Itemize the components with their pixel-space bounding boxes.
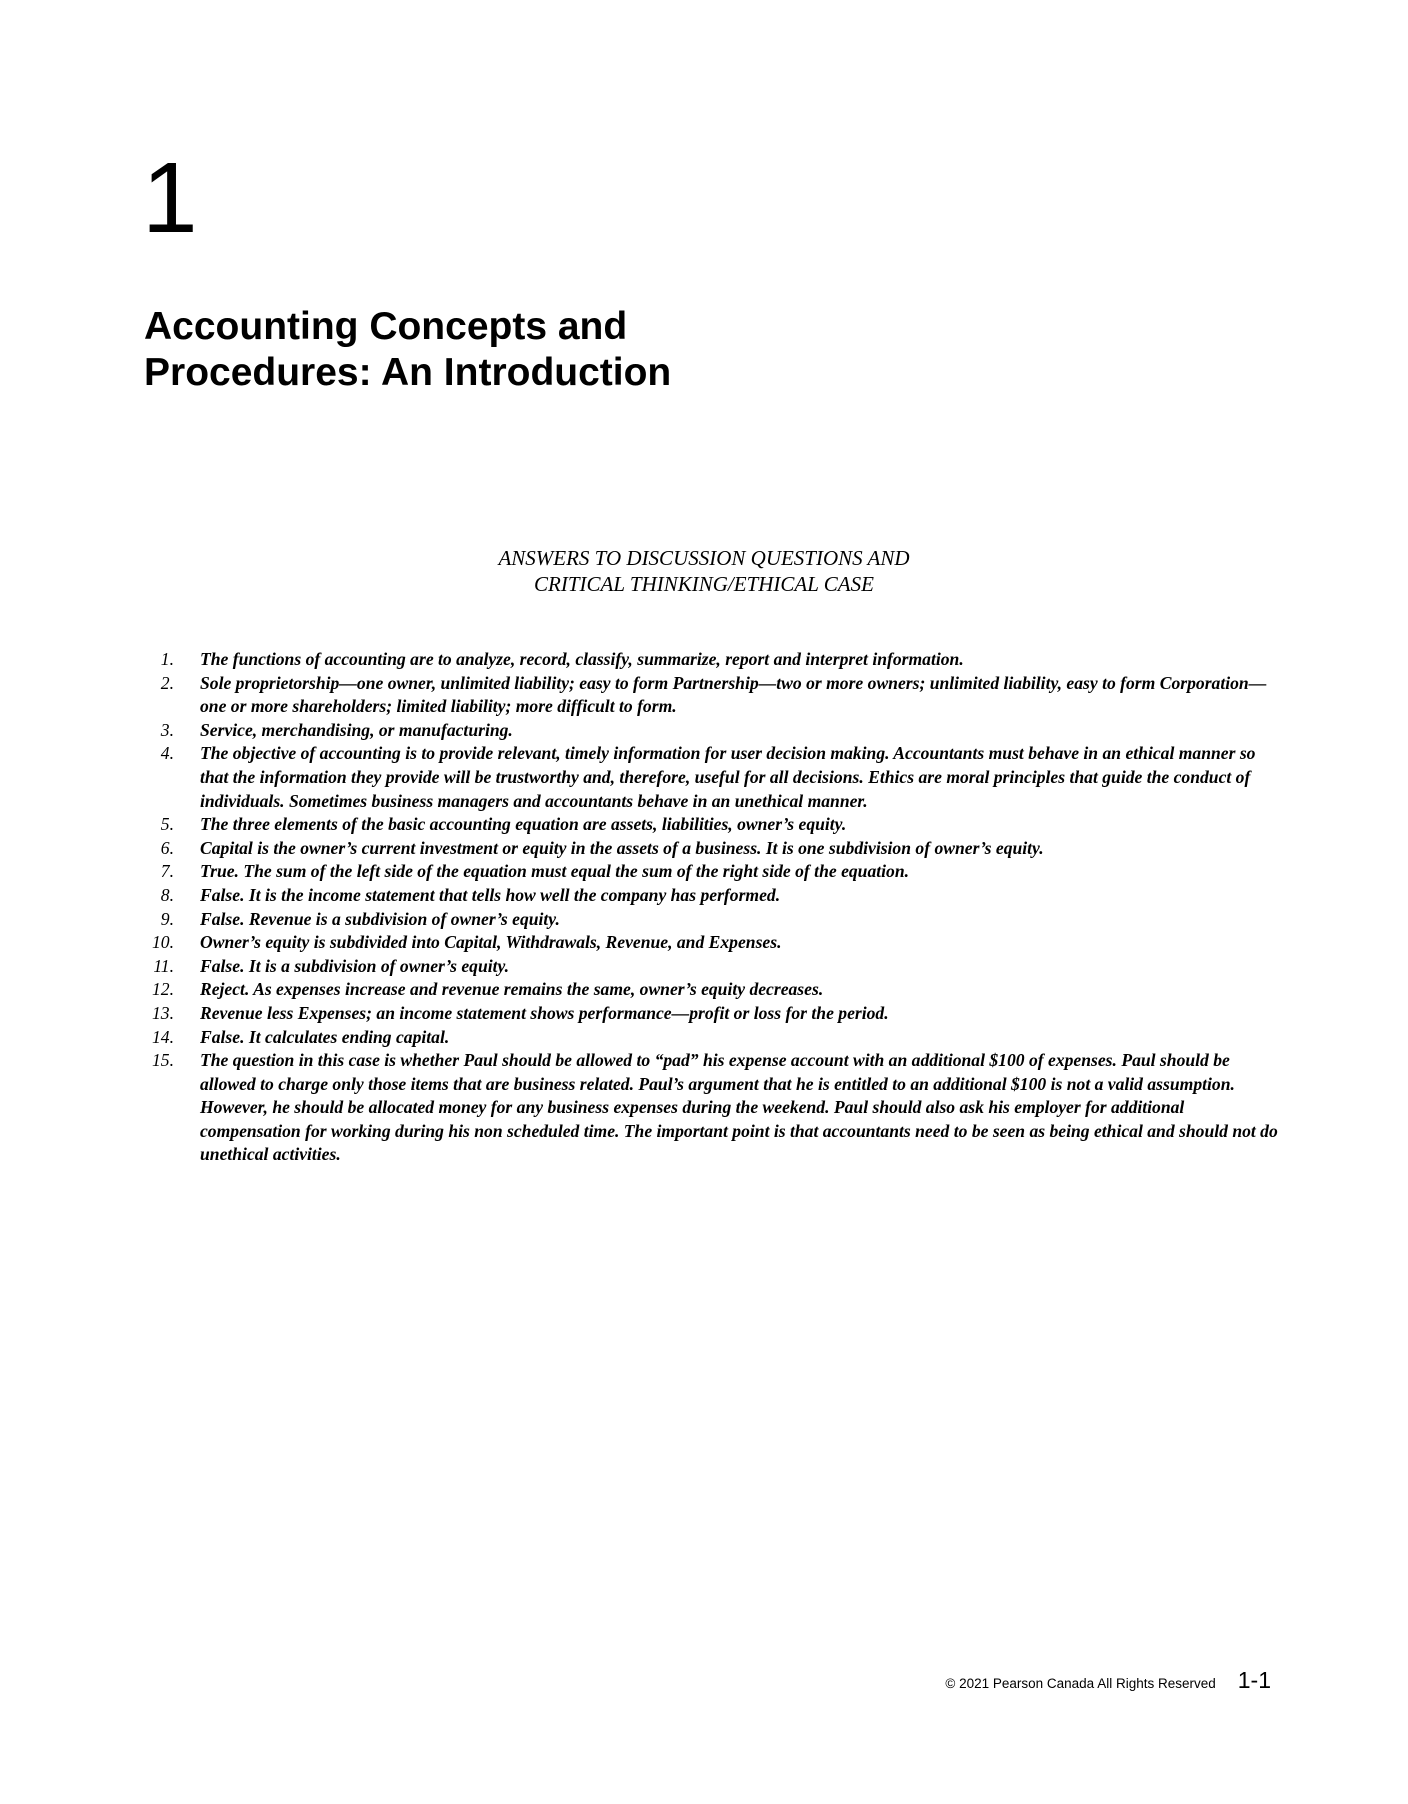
page-footer xyxy=(945,1666,1271,1694)
answer-item xyxy=(150,719,1278,743)
answer-item xyxy=(150,955,1278,979)
answer-number: 11. xyxy=(153,955,174,976)
answer-item xyxy=(150,813,1278,837)
answer-text: The question in this case is whether Paul should be allowed to “pad” his expense account with an additional $100 of expenses. Paul should be allowed to charge only those items that are business related. Paul’s argument that he is entitled to an additional $100 is not a valid assumption. However, he should be allocated money for any business expenses during the weekend. Paul should also ask his employer for additional compensation for working during his non scheduled time. The important point is that accountants need to be seen as being ethical and should not do unethical activities. xyxy=(200,1050,1278,1165)
section-heading-line-1: ANSWERS TO DISCUSSION QUESTIONS AND xyxy=(498,546,910,570)
answer-text: The functions of accounting are to analyze, record, classify, summarize, report and interpret information. xyxy=(200,649,964,669)
answer-item xyxy=(150,1049,1278,1167)
answer-number: 7. xyxy=(160,861,174,882)
answer-item xyxy=(150,1002,1278,1026)
section-heading xyxy=(0,545,1408,597)
page-number: 1-1 xyxy=(1237,1667,1271,1693)
answer-number: 14. xyxy=(152,1026,174,1047)
answer-number: 15. xyxy=(152,1050,174,1071)
answer-text: False. Revenue is a subdivision of owner’s equity. xyxy=(200,908,560,929)
answers-list xyxy=(150,648,1278,1167)
answer-item xyxy=(150,931,1278,955)
answer-text: False. It is the income statement that tells how well the company has performed. xyxy=(200,884,781,905)
answer-number: 3. xyxy=(160,719,174,740)
chapter-title-line-1: Accounting Concepts and xyxy=(144,305,628,348)
answer-item xyxy=(150,672,1278,719)
answer-item xyxy=(150,884,1278,908)
section-heading-line-2: CRITICAL THINKING/ETHICAL CASE xyxy=(534,572,874,596)
answer-number: 1. xyxy=(160,649,174,669)
answer-item xyxy=(150,648,1278,672)
answer-number: 8. xyxy=(160,884,174,905)
answer-text: Capital is the owner’s current investment or equity in the assets of a business. It is one subdivision of owner’s equity. xyxy=(200,837,1044,858)
chapter-number: 1 xyxy=(142,142,198,254)
answer-item xyxy=(150,837,1278,861)
answer-number: 4. xyxy=(160,743,174,764)
answer-text: The three elements of the basic accounting equation are assets, liabilities, owner’s equity. xyxy=(200,814,847,835)
answer-item xyxy=(150,742,1278,813)
answer-item xyxy=(150,908,1278,932)
answer-text: False. It calculates ending capital. xyxy=(200,1026,450,1047)
answer-text: Service, merchandising, or manufacturing. xyxy=(200,719,513,740)
answer-text: Revenue less Expenses; an income statement shows performance—profit or loss for the period. xyxy=(200,1002,889,1023)
chapter-title xyxy=(144,304,671,396)
answer-number: 9. xyxy=(160,908,174,929)
answer-number: 12. xyxy=(152,979,174,1000)
answer-item xyxy=(150,1026,1278,1050)
answer-number: 5. xyxy=(160,814,174,835)
answer-text: False. It is a subdivision of owner’s equity. xyxy=(200,955,510,976)
copyright-notice: © 2021 Pearson Canada All Rights Reserved xyxy=(945,1676,1216,1691)
answer-text: True. The sum of the left side of the equation must equal the sum of the right side of the equation. xyxy=(200,861,910,882)
answer-number: 13. xyxy=(152,1002,174,1023)
answer-item xyxy=(150,978,1278,1002)
answer-number: 2. xyxy=(160,672,174,693)
answer-number: 10. xyxy=(152,932,174,953)
answer-number: 6. xyxy=(160,837,174,858)
answer-item xyxy=(150,860,1278,884)
answer-text: The objective of accounting is to provide relevant, timely information for user decision making. Accountants must behave in an ethical manner so that the information they provide will be trustworthy and, therefore, useful for all decisions. Ethics are moral principles that guide the conduct of individuals. Sometimes business managers and accountants behave in an unethical manner. xyxy=(200,743,1256,811)
answer-text: Reject. As expenses increase and revenue remains the same, owner’s equity decreases. xyxy=(200,979,824,1000)
answer-text: Owner’s equity is subdivided into Capital, Withdrawals, Revenue, and Expenses. xyxy=(200,932,782,953)
answer-text: Sole proprietorship—one owner, unlimited liability; easy to form Partnership—two or more owners; unlimited liability, easy to form Corporation—one or more shareholders; limited liability; more difficult to form. xyxy=(200,672,1267,717)
chapter-title-line-2: Procedures: An Introduction xyxy=(144,351,672,394)
